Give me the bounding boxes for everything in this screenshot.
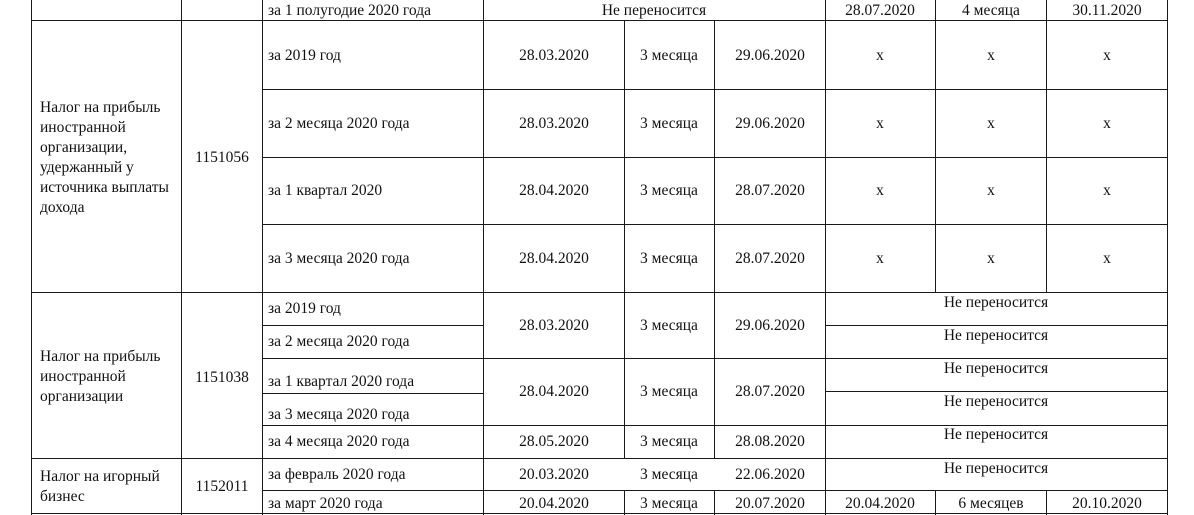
x-cell: x bbox=[1103, 47, 1111, 64]
grid-line bbox=[262, 0, 263, 515]
grid-line bbox=[1046, 0, 1047, 292]
months-cell: 3 месяца bbox=[640, 115, 698, 132]
months-cell: 3 месяца bbox=[640, 383, 698, 400]
date-cell: 28.05.2020 bbox=[519, 433, 589, 450]
date-cell: 28.03.2020 bbox=[519, 317, 589, 334]
tax-name-cell: Налог на прибыль иностранной организации, удержанный у источника выплаты дохода bbox=[40, 99, 169, 216]
months-cell: 4 месяца bbox=[962, 2, 1020, 19]
x-cell: x bbox=[876, 250, 884, 267]
period-cell: за 3 месяца 2020 года bbox=[268, 406, 410, 423]
period-cell: за 4 месяца 2020 года bbox=[268, 433, 410, 450]
new-date-cell: 20.04.2020 bbox=[845, 495, 915, 512]
tax-code-cell: 1151038 bbox=[195, 369, 249, 386]
grid-line bbox=[483, 0, 484, 515]
months-cell: 3 месяца bbox=[640, 250, 698, 267]
x-cell: x bbox=[987, 250, 995, 267]
period-cell: за 2019 год bbox=[268, 300, 341, 317]
final-date-cell: 20.10.2020 bbox=[1072, 495, 1142, 512]
date-cell: 28.07.2020 bbox=[735, 250, 805, 267]
period-cell: за февраль 2020 года bbox=[268, 466, 406, 483]
date-cell: 28.04.2020 bbox=[519, 182, 589, 199]
period-cell: за 2 месяца 2020 года bbox=[268, 115, 410, 132]
grid-line bbox=[624, 490, 625, 515]
grid-line bbox=[624, 20, 625, 458]
grid-line bbox=[31, 0, 32, 515]
x-cell: x bbox=[1103, 182, 1111, 199]
x-cell: x bbox=[876, 182, 884, 199]
period-cell: за 1 квартал 2020 года bbox=[268, 373, 415, 390]
x-cell: x bbox=[987, 182, 995, 199]
period-cell: за 1 квартал 2020 bbox=[268, 182, 383, 199]
not-moved-cell: Не переносится bbox=[601, 2, 707, 19]
date-cell: 20.03.2020 bbox=[519, 466, 589, 483]
months-cell: 3 месяца bbox=[640, 495, 698, 512]
date-cell: 28.08.2020 bbox=[735, 433, 805, 450]
new-date-cell: 28.07.2020 bbox=[845, 2, 915, 19]
date-cell: 29.06.2020 bbox=[735, 115, 805, 132]
not-moved-cell: Не переносится bbox=[943, 393, 1049, 410]
grid-line bbox=[714, 20, 715, 458]
date-cell: 28.04.2020 bbox=[519, 383, 589, 400]
x-cell: x bbox=[987, 47, 995, 64]
grid-line bbox=[1046, 490, 1047, 515]
period-cell: за 3 месяца 2020 года bbox=[268, 250, 410, 267]
months-cell: 3 месяца bbox=[640, 182, 698, 199]
period-cell: за март 2020 года bbox=[268, 495, 383, 512]
date-cell: 22.06.2020 bbox=[735, 466, 805, 483]
grid-line bbox=[825, 0, 826, 515]
date-cell: 28.07.2020 bbox=[735, 383, 805, 400]
period-cell: за 1 полугодие 2020 года bbox=[268, 2, 431, 19]
x-cell: x bbox=[876, 115, 884, 132]
not-moved-cell: Не переносится bbox=[943, 460, 1049, 477]
date-cell: 28.07.2020 bbox=[735, 182, 805, 199]
tax-code-cell: 1152011 bbox=[195, 478, 249, 495]
months-cell: 6 месяцев bbox=[958, 495, 1024, 512]
date-cell: 28.03.2020 bbox=[519, 47, 589, 64]
months-cell: 3 месяца bbox=[640, 433, 698, 450]
months-cell: 3 месяца bbox=[640, 317, 698, 334]
tax-code-cell: 1151056 bbox=[195, 149, 249, 166]
date-cell: 29.06.2020 bbox=[735, 317, 805, 334]
x-cell: x bbox=[1103, 250, 1111, 267]
tax-name-cell: Налог на игорный бизнес bbox=[40, 468, 160, 505]
x-cell: x bbox=[1103, 115, 1111, 132]
x-cell: x bbox=[987, 115, 995, 132]
grid-line bbox=[935, 0, 936, 292]
not-moved-cell: Не переносится bbox=[943, 327, 1049, 344]
date-cell: 20.04.2020 bbox=[519, 495, 589, 512]
months-cell: 3 месяца bbox=[640, 466, 698, 483]
tax-name-cell: Налог на прибыль иностранной организации bbox=[40, 348, 161, 405]
not-moved-cell: Не переносится bbox=[943, 294, 1049, 311]
x-cell: x bbox=[876, 47, 884, 64]
date-cell: 29.06.2020 bbox=[735, 47, 805, 64]
months-cell: 3 месяца bbox=[640, 47, 698, 64]
period-cell: за 2019 год bbox=[268, 47, 341, 64]
grid-line bbox=[935, 490, 936, 515]
period-cell: за 2 месяца 2020 года bbox=[268, 333, 410, 350]
date-cell: 28.04.2020 bbox=[519, 250, 589, 267]
grid-line bbox=[262, 325, 483, 326]
date-cell: 28.03.2020 bbox=[519, 115, 589, 132]
final-date-cell: 30.11.2020 bbox=[1072, 2, 1142, 19]
grid-line bbox=[1167, 0, 1168, 515]
grid-line bbox=[181, 0, 182, 515]
date-cell: 20.07.2020 bbox=[735, 495, 805, 512]
not-moved-cell: Не переносится bbox=[943, 426, 1049, 443]
not-moved-cell: Не переносится bbox=[943, 360, 1049, 377]
grid-line bbox=[714, 490, 715, 515]
grid-line bbox=[262, 393, 483, 394]
